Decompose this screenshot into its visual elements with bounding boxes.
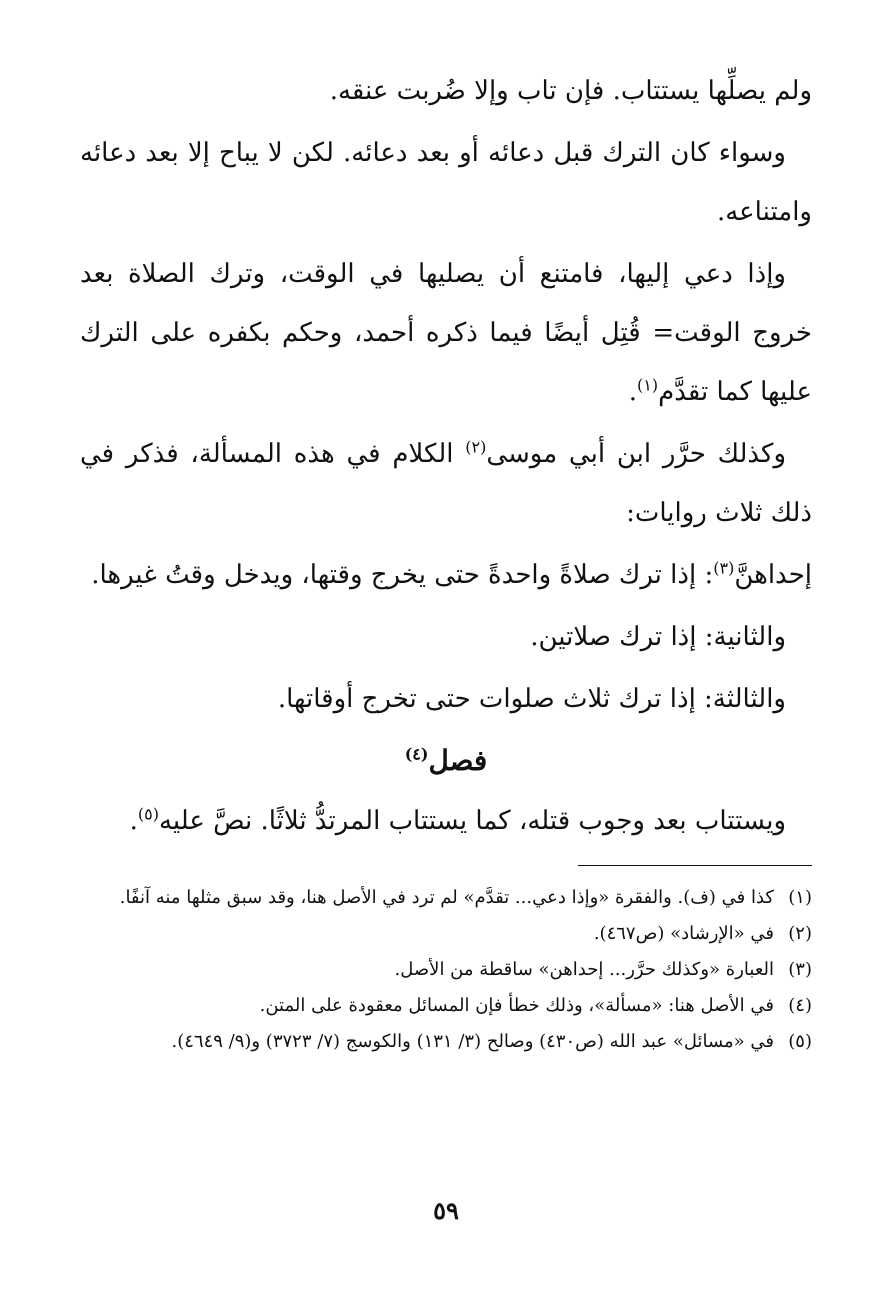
footnote-1 — [78, 880, 812, 915]
paragraph-3 — [80, 245, 812, 422]
page-number: ٥٩ — [433, 1196, 459, 1225]
footnote-ref-3: (٣) — [713, 558, 735, 578]
footnote-text: العبارة «وكذلك حرَّر... إحداهن» ساقطة من الأصل. — [394, 959, 774, 980]
footnote-2 — [78, 916, 812, 951]
paragraph-3-text: وإذا دعي إليها، فامتنع أن يصليها في الوقت، وترك الصلاة بعد خروج الوقت= قُتِل أيضًا فيما ذكره أحمد، وحكم بكفره على الترك عليها كما تقدَّم — [80, 259, 812, 407]
footnotes — [78, 880, 812, 1060]
paragraph-1: ولم يصلِّها يستتاب. فإن تاب وإلا ضُربت عنقه. — [329, 76, 812, 106]
footnote-5 — [78, 1024, 812, 1059]
footnote-number: (١) — [788, 887, 812, 908]
footnote-ref-2: (٢) — [465, 437, 487, 457]
paragraph-8 — [80, 792, 812, 851]
paragraph-8-end: . — [129, 806, 138, 836]
main-text — [80, 62, 812, 854]
paragraph-2: وسواء كان الترك قبل دعائه أو بعد دعائه. لكن لا يباح إلا بعد دعائه وامتناعه. — [80, 138, 812, 227]
paragraph-5-start: إحداهنَّ — [734, 560, 812, 590]
footnote-number: (٣) — [788, 959, 812, 980]
paragraph-6: والثانية: إذا ترك صلاتين. — [530, 622, 786, 652]
footnote-number: (٢) — [788, 923, 812, 944]
footnote-separator — [578, 865, 812, 866]
footnote-3 — [78, 952, 812, 987]
paragraph-5 — [80, 546, 812, 605]
footnote-ref-1: (١) — [637, 375, 659, 395]
paragraph-3-end: . — [628, 377, 638, 407]
footnote-text: في «الإرشاد» (ص٤٦٧). — [593, 923, 774, 944]
paragraph-8-text: ويستتاب بعد وجوب قتله، كما يستتاب المرتدُّ ثلاثًا. نصَّ عليه — [158, 806, 786, 836]
footnote-number: (٤) — [788, 995, 812, 1016]
footnote-text: كذا في (ف). والفقرة «وإذا دعي... تقدَّم» لم ترد في الأصل هنا، وقد سبق مثلها منه آنفًا. — [119, 887, 774, 908]
footnote-4 — [78, 988, 812, 1023]
footnote-text: في «مسائل» عبد الله (ص٤٣٠) وصالح (٣/ ١٣١) والكوسج (٧/ ٣٧٢٣) و(٩/ ٤٦٤٩). — [171, 1031, 774, 1052]
paragraph-7: والثالثة: إذا ترك ثلاث صلوات حتى تخرج أوقاتها. — [277, 684, 786, 714]
footnote-ref-4: (٤) — [404, 744, 429, 764]
paragraph-4-rest: الكلام في هذه المسألة، فذكر في ذلك ثلاث روايات: — [80, 439, 812, 528]
footnote-number: (٥) — [788, 1031, 812, 1052]
footnote-text: في الأصل هنا: «مسألة»، وذلك خطأ فإن المسائل معقودة على المتن. — [259, 995, 774, 1016]
section-heading — [80, 732, 812, 790]
section-heading-text: فصل — [428, 744, 488, 777]
paragraph-4-start: وكذلك حرَّر ابن أبي موسى — [486, 439, 786, 469]
paragraph-5-rest: : إذا ترك صلاةً واحدةً حتى يخرج وقتها، ويدخل وقتُ غيرها. — [91, 560, 714, 590]
footnote-ref-5: (٥) — [137, 804, 159, 824]
paragraph-4 — [80, 425, 812, 543]
